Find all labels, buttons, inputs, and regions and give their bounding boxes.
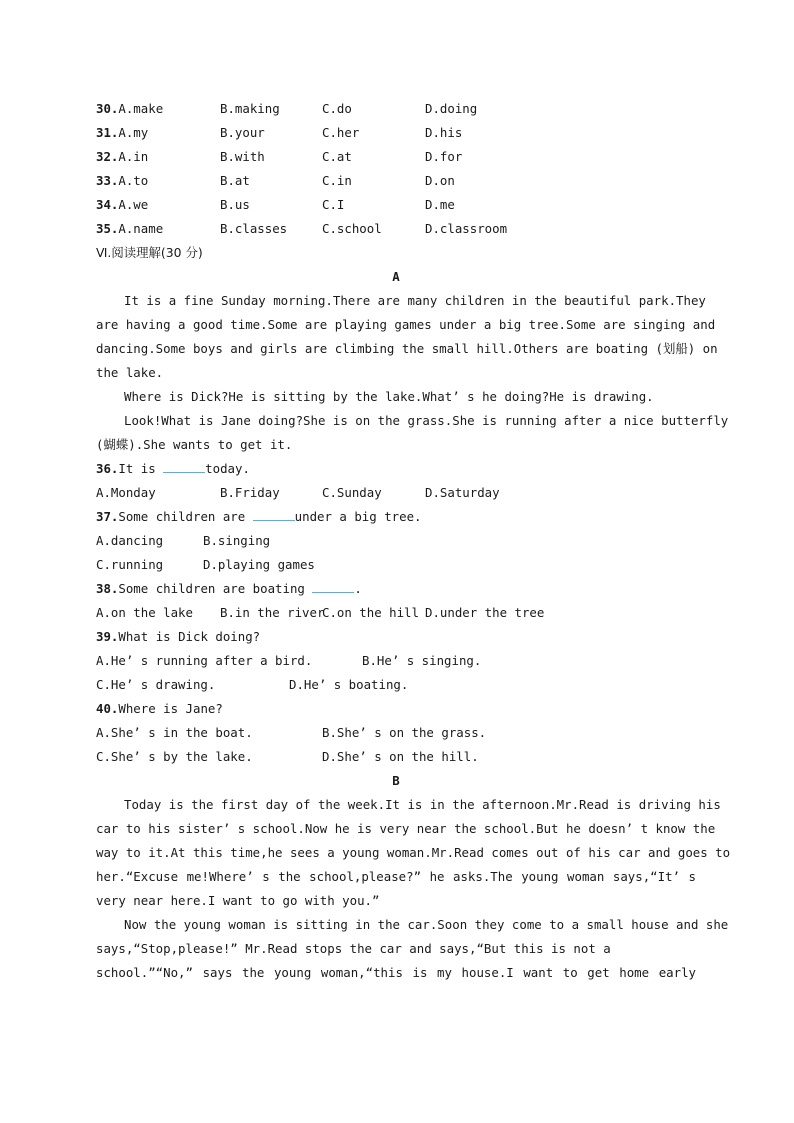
- question-number: 34.: [96, 197, 119, 212]
- option-a: A.She’ s in the boat.: [96, 725, 253, 740]
- option-d: D.Saturday: [425, 485, 500, 500]
- passage-b-line: very near here.I want to go with you.”: [96, 893, 380, 908]
- answer-blank: [163, 459, 205, 473]
- question-text: Some children are: [118, 509, 253, 524]
- passage-b-line: Today is the first day of the week.It is in the afternoon.Mr.Read is driving his: [124, 797, 721, 812]
- answer-blank: [253, 507, 295, 521]
- answer-blank: [312, 579, 354, 593]
- option-c: C.Sunday: [322, 485, 382, 500]
- option-b: B.us: [220, 197, 250, 212]
- options-40-row2: [96, 745, 696, 769]
- question-text: Some children are boating: [118, 581, 313, 596]
- passage-a-line: It is a fine Sunday morning.There are many children in the beautiful park.They: [124, 293, 706, 308]
- option-row-35: [96, 217, 696, 241]
- option-c: C.at: [322, 149, 352, 164]
- passage-a-label: A: [392, 269, 400, 284]
- options-40-row1: [96, 721, 696, 745]
- option-d: D.his: [425, 125, 463, 140]
- option-row-31: [96, 121, 696, 145]
- option-d: D.He’ s boating.: [289, 677, 409, 692]
- option-c: C.I: [322, 197, 345, 212]
- option-d: D.for: [425, 149, 463, 164]
- question-37: [96, 505, 696, 529]
- question-text: under a big tree.: [294, 509, 422, 524]
- cloze-options: [96, 97, 696, 241]
- section-title: Ⅵ.阅读理解(30 分): [96, 245, 203, 260]
- options-39-row2: [96, 673, 696, 697]
- question-number: 36.: [96, 461, 119, 476]
- option-c: C.He’ s drawing.: [96, 677, 216, 692]
- passage-a-line: Where is Dick?He is sitting by the lake.What’ s he doing?He is drawing.: [124, 389, 654, 404]
- option-b: B.Friday: [220, 485, 280, 500]
- passage-b-line: car to his sister’ s school.Now he is very near the school.But he doesn’ t know the: [96, 821, 716, 836]
- option-row-30: [96, 97, 696, 121]
- option-c: C.do: [322, 101, 352, 116]
- passage-a-line: Look!What is Jane doing?She is on the grass.She is running after a nice butterfly: [124, 413, 729, 428]
- options-36: [96, 481, 696, 505]
- option-a: A.Monday: [96, 485, 156, 500]
- option-d: D.under the tree: [425, 605, 545, 620]
- question-text: What is Dick doing?: [118, 629, 261, 644]
- option-c: C.on the hill: [322, 605, 419, 620]
- question-39: [96, 625, 696, 649]
- option-a: A.dancing: [96, 533, 164, 548]
- question-number: 32.: [96, 149, 119, 164]
- option-b: B.classes: [220, 221, 288, 236]
- option-a: A.in: [118, 149, 149, 164]
- question-text: Where is Jane?: [118, 701, 223, 716]
- question-40: [96, 697, 696, 721]
- options-37-row2: [96, 553, 696, 577]
- passage-a-line: are having a good time.Some are playing games under a big tree.Some are singing and: [96, 317, 716, 332]
- question-text: today.: [205, 461, 250, 476]
- passage-a-line: dancing.Some boys and girls are climbing the small hill.Others are boating (划船) on: [96, 341, 718, 356]
- option-b: B.in the river: [220, 605, 325, 620]
- option-b: B.with: [220, 149, 265, 164]
- option-b: B.singing: [203, 533, 271, 548]
- option-a: A.to: [118, 173, 149, 188]
- passage-b-line: her.“Excuse me!Where’ s the school,please?” he asks.The young woman says,“It’ s: [96, 869, 696, 884]
- question-number: 30.: [96, 101, 119, 116]
- option-b: B.at: [220, 173, 250, 188]
- option-b: B.your: [220, 125, 265, 140]
- question-number: 38.: [96, 581, 119, 596]
- option-row-33: [96, 169, 696, 193]
- options-39-row1: [96, 649, 696, 673]
- question-number: 35.: [96, 221, 119, 236]
- option-row-34: [96, 193, 696, 217]
- option-b: B.He’ s singing.: [362, 653, 482, 668]
- question-number: 40.: [96, 701, 119, 716]
- question-number: 33.: [96, 173, 119, 188]
- question-number: 37.: [96, 509, 119, 524]
- option-c: C.in: [322, 173, 352, 188]
- options-38: [96, 601, 696, 625]
- option-d: D.She’ s on the hill.: [322, 749, 479, 764]
- option-d: D.playing games: [203, 557, 315, 572]
- option-c: C.She’ s by the lake.: [96, 749, 253, 764]
- question-number: 31.: [96, 125, 119, 140]
- option-a: A.on the lake: [96, 605, 193, 620]
- option-b: B.making: [220, 101, 280, 116]
- option-c: C.school: [322, 221, 382, 236]
- option-c: C.her: [322, 125, 360, 140]
- question-36: [96, 457, 696, 481]
- option-b: B.She’ s on the grass.: [322, 725, 487, 740]
- option-d: D.doing: [425, 101, 478, 116]
- passage-b-label: B: [392, 773, 400, 788]
- passage-b-line: school.”“No,” says the young woman,“this is my house.I want to get home early: [96, 965, 696, 980]
- passage-b-line: way to it.At this time,he sees a young woman.Mr.Read comes out of his car and goes to: [96, 845, 731, 860]
- options-37-row1: [96, 529, 696, 553]
- exam-page: [96, 97, 731, 985]
- option-a: A.make: [118, 101, 164, 116]
- question-text: .: [354, 581, 362, 596]
- option-row-32: [96, 145, 696, 169]
- option-d: D.me: [425, 197, 455, 212]
- option-a: A.my: [118, 125, 149, 140]
- passage-a-line: (蝴蝶).She wants to get it.: [96, 437, 293, 452]
- passage-b-line: Now the young woman is sitting in the car.Soon they come to a small house and she: [124, 917, 729, 932]
- option-a: A.He’ s running after a bird.: [96, 653, 313, 668]
- passage-a-line: the lake.: [96, 365, 164, 380]
- option-d: D.classroom: [425, 221, 508, 236]
- option-c: C.running: [96, 557, 164, 572]
- option-a: A.name: [118, 221, 164, 236]
- option-d: D.on: [425, 173, 455, 188]
- question-number: 39.: [96, 629, 119, 644]
- option-a: A.we: [118, 197, 149, 212]
- passage-b-line: says,“Stop,please!” Mr.Read stops the car and says,“But this is not a: [96, 941, 611, 956]
- question-text: It is: [118, 461, 164, 476]
- question-38: [96, 577, 696, 601]
